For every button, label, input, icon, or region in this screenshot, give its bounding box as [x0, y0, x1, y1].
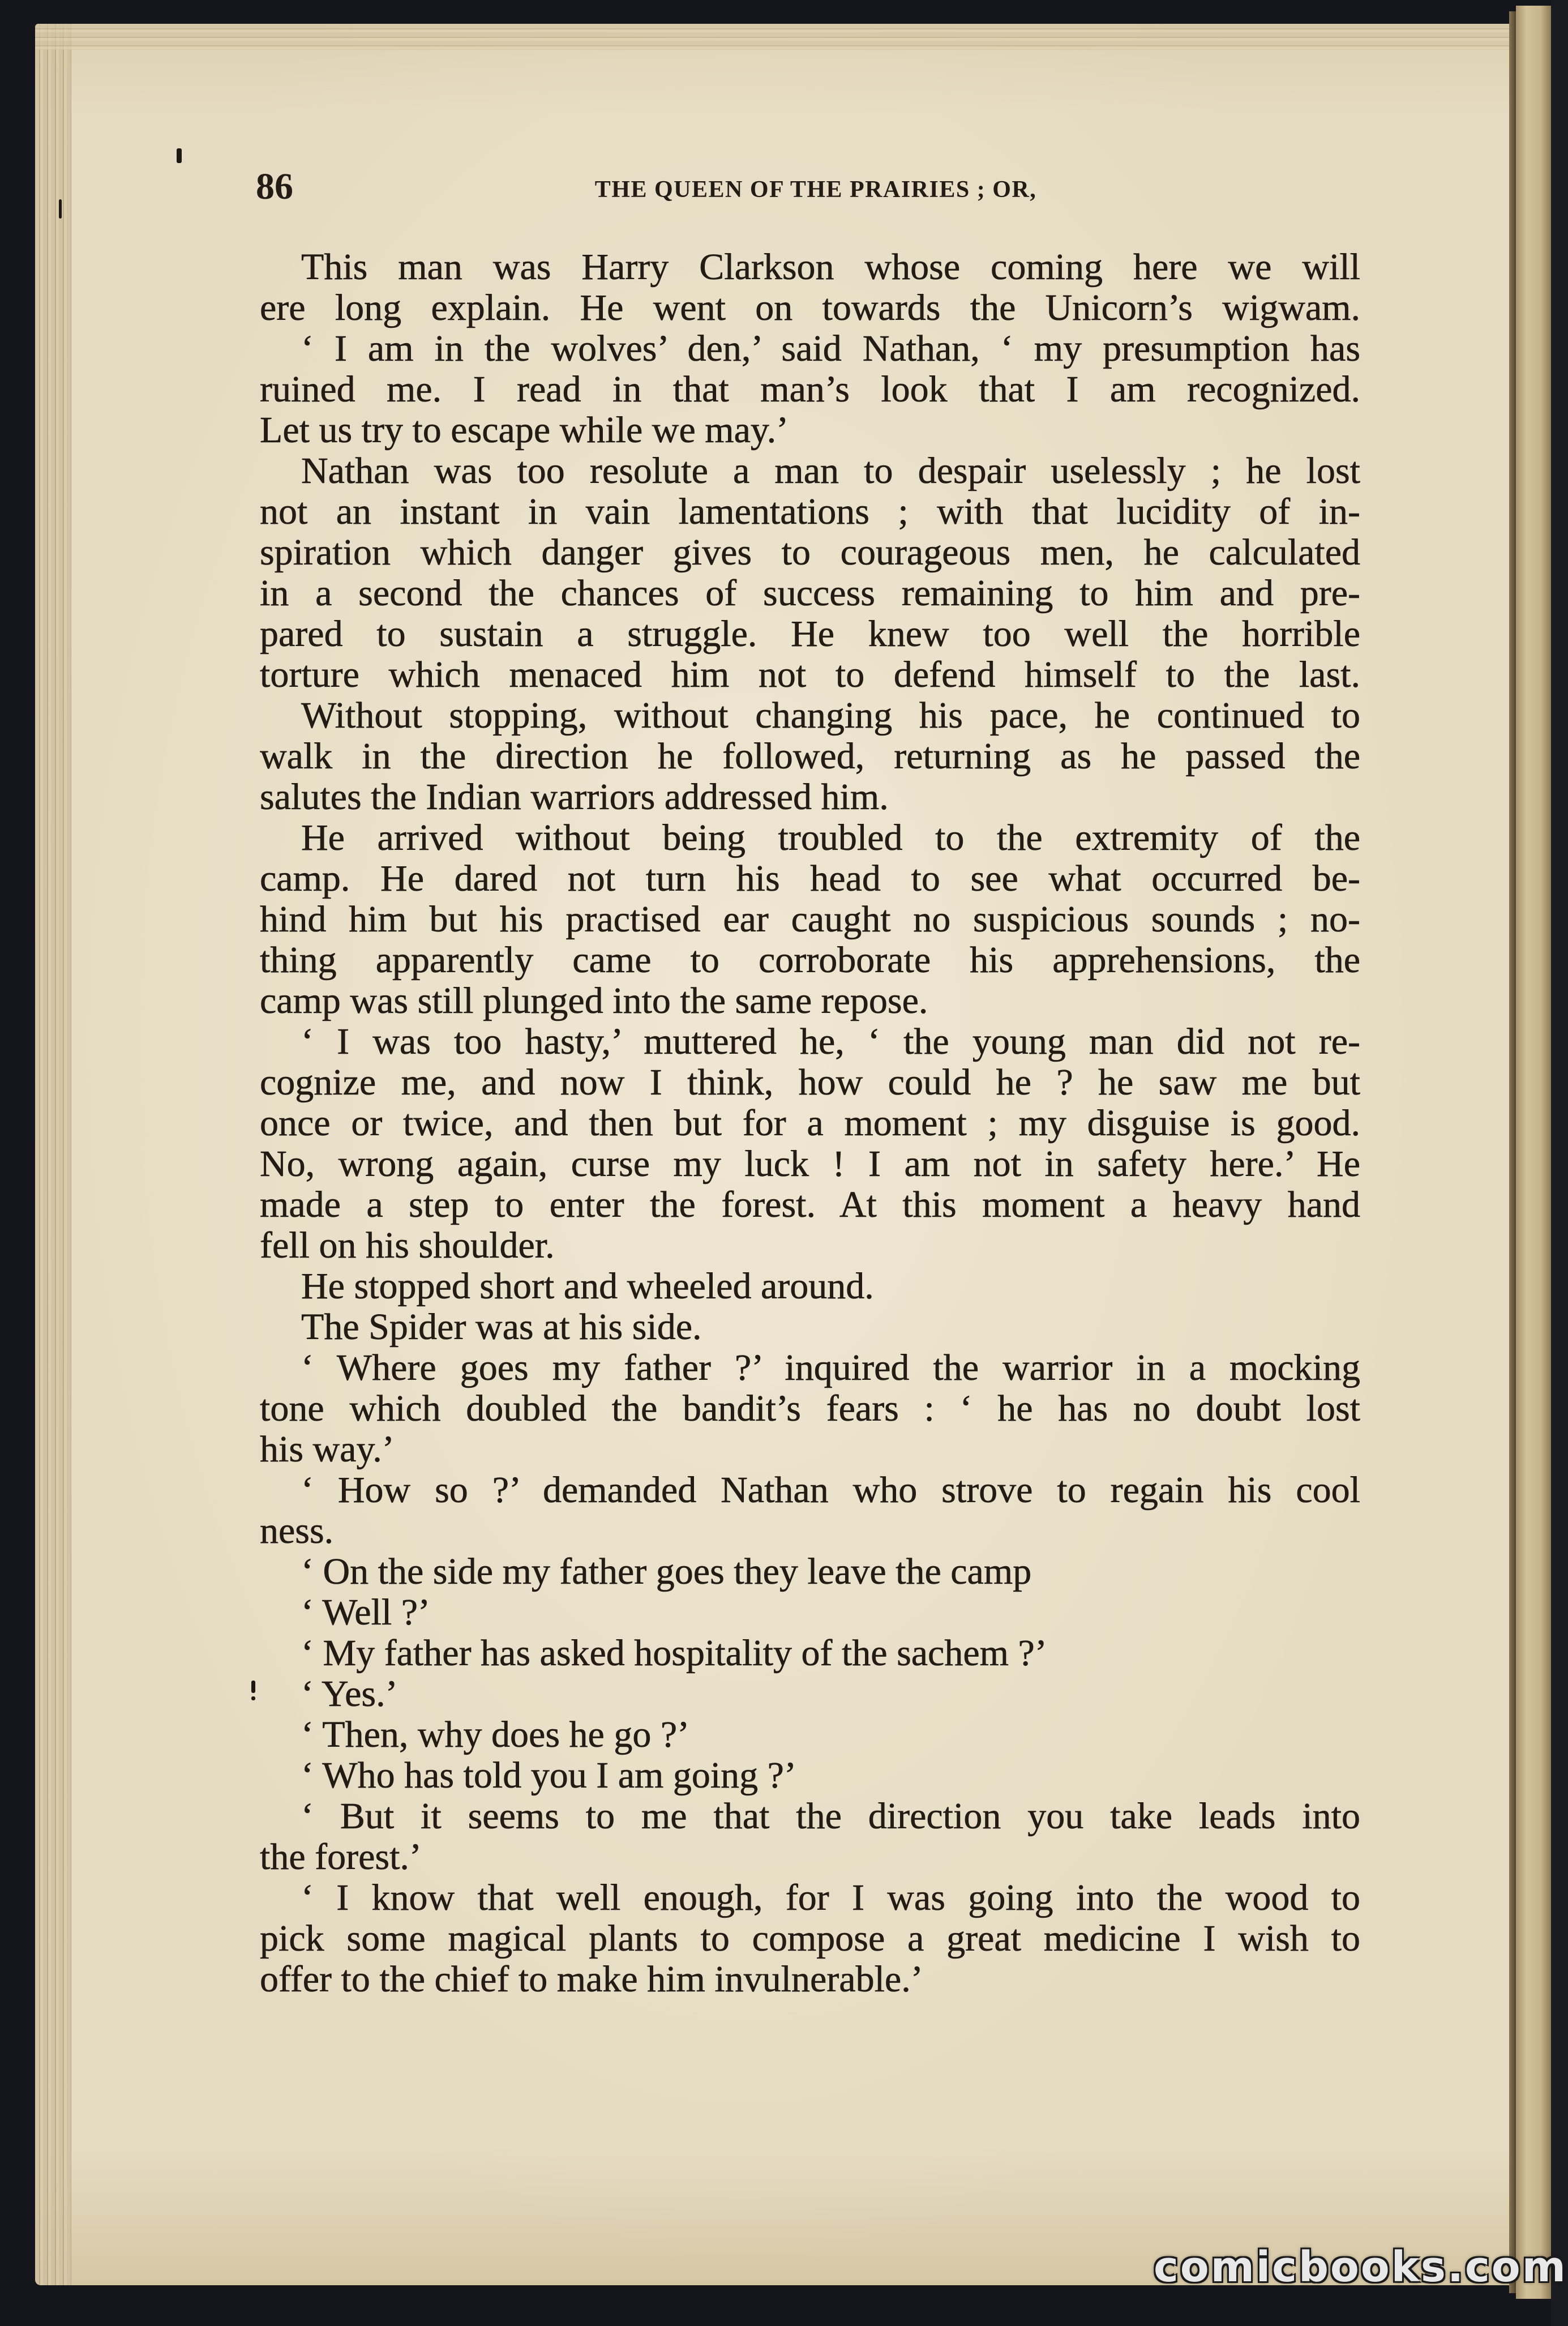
paragraph-first-line: This man was Harry Clarkson whose coming here we will [301, 247, 1360, 288]
paragraph-first-line: ‘ How so ?’ demanded Nathan who strove to regain his cool [301, 1470, 1360, 1511]
paragraph [260, 1348, 1360, 1470]
text-line: hind him but his practised ear caught no suspicious sounds ; no- [260, 899, 1360, 940]
text-line: pared to sustain a struggle. He knew too well the horrible [260, 614, 1360, 655]
text-line: the forest.’ [260, 1837, 422, 1878]
paragraph [260, 1796, 1360, 1878]
page-number: 86 [256, 166, 293, 207]
text-line: once or twice, and then but for a moment ; my disguise is good. [260, 1103, 1360, 1144]
paragraph [260, 1021, 1360, 1266]
paragraph-first-line: The Spider was at his side. [301, 1307, 702, 1348]
paragraph-first-line: ‘ I know that well enough, for I was going into the wood to [301, 1878, 1360, 1918]
text-line: ruined me. I read in that man’s look that I am recognized. [260, 369, 1360, 410]
text-line: spiration which danger gives to courageous men, he calculated [260, 532, 1360, 573]
text-line: walk in the direction he followed, returning as he passed the [260, 736, 1360, 777]
scan-background-right [1551, 0, 1568, 2326]
text-line: camp. He dared not turn his head to see what occurred be- [260, 858, 1360, 899]
stacked-page-edges-top [35, 24, 1514, 50]
ink-mark [251, 1696, 255, 1700]
text-line: not an instant in vain lamentations ; with that lucidity of in- [260, 491, 1360, 532]
ink-mark [59, 199, 62, 219]
paragraph [260, 1878, 1360, 2000]
body-text [260, 247, 1360, 2000]
paragraph [260, 818, 1360, 1021]
paragraph [260, 247, 1360, 328]
paragraph [260, 328, 1360, 451]
paragraph-first-line: ‘ I am in the wolves’ den,’ said Nathan, ‘ my presumption has [301, 328, 1360, 369]
paragraph-first-line: ‘ Yes.’ [301, 1674, 398, 1714]
stacked-page-edges-left [35, 24, 71, 2285]
paragraph-first-line: ‘ Well ?’ [301, 1592, 431, 1633]
text-line: ness. [260, 1511, 334, 1551]
watermark: comicbooks.com [1154, 2243, 1567, 2291]
text-line: camp was still plunged into the same repose. [260, 981, 928, 1021]
text-line: thing apparently came to corroborate his apprehensions, the [260, 940, 1360, 981]
paragraph [260, 1266, 1360, 1307]
paragraph [260, 1674, 1360, 1714]
ink-mark [251, 1681, 255, 1693]
paragraph [260, 1633, 1360, 1674]
text-line: his way.’ [260, 1429, 395, 1470]
paragraph-first-line: ‘ But it seems to me that the direction you take leads into [301, 1796, 1360, 1837]
ink-mark [177, 148, 182, 163]
paragraph-first-line: Nathan was too resolute a man to despair uselessly ; he lost [301, 451, 1360, 491]
paragraph [260, 1307, 1360, 1348]
text-line: made a step to enter the forest. At this moment a heavy hand [260, 1185, 1360, 1225]
paragraph-first-line: ‘ Then, why does he go ?’ [301, 1714, 690, 1755]
text-line: ere long explain. He went on towards the Unicorn’s wigwam. [260, 288, 1360, 328]
text-line: offer to the chief to make him invulnerable.’ [260, 1959, 923, 2000]
paragraph-first-line: ‘ Where goes my father ?’ inquired the warrior in a mocking [301, 1348, 1360, 1388]
text-line: in a second the chances of success remaining to him and pre- [260, 573, 1360, 614]
text-line: pick some magical plants to compose a great medicine I wish to [260, 1918, 1360, 1959]
text-line: tone which doubled the bandit’s fears : ‘ he has no doubt lost [260, 1388, 1360, 1429]
text-line: cognize me, and now I think, how could he ? he saw me but [260, 1062, 1360, 1103]
text-line: fell on his shoulder. [260, 1225, 555, 1266]
binding-shadow [1509, 11, 1516, 2293]
paragraph [260, 1551, 1360, 1592]
text-line: No, wrong again, curse my luck ! I am not in safety here.’ He [260, 1144, 1360, 1185]
paragraph [260, 1755, 1360, 1796]
text-line: Let us try to escape while we may.’ [260, 410, 789, 451]
paragraph [260, 1714, 1360, 1755]
paragraph-first-line: He arrived without being troubled to the extremity of the [301, 818, 1360, 858]
paragraph-first-line: ‘ I was too hasty,’ muttered he, ‘ the young man did not re- [301, 1021, 1360, 1062]
paragraph [260, 1592, 1360, 1633]
paragraph [260, 451, 1360, 695]
paragraph-first-line: ‘ On the side my father goes they leave the camp [301, 1551, 1032, 1592]
paragraph-first-line: He stopped short and wheeled around. [301, 1266, 874, 1307]
text-line: salutes the Indian warriors addressed him. [260, 777, 889, 818]
paragraph-first-line: Without stopping, without changing his pace, he continued to [301, 695, 1360, 736]
paragraph-first-line: ‘ My father has asked hospitality of the sachem ?’ [301, 1633, 1047, 1674]
paragraph [260, 1470, 1360, 1551]
text-line: torture which menaced him not to defend himself to the last. [260, 655, 1360, 695]
running-title: THE QUEEN OF THE PRAIRIES ; OR, [594, 177, 1037, 203]
paragraph [260, 695, 1360, 818]
paragraph-first-line: ‘ Who has told you I am going ?’ [301, 1755, 796, 1796]
facing-page-edge [1516, 6, 1551, 2299]
